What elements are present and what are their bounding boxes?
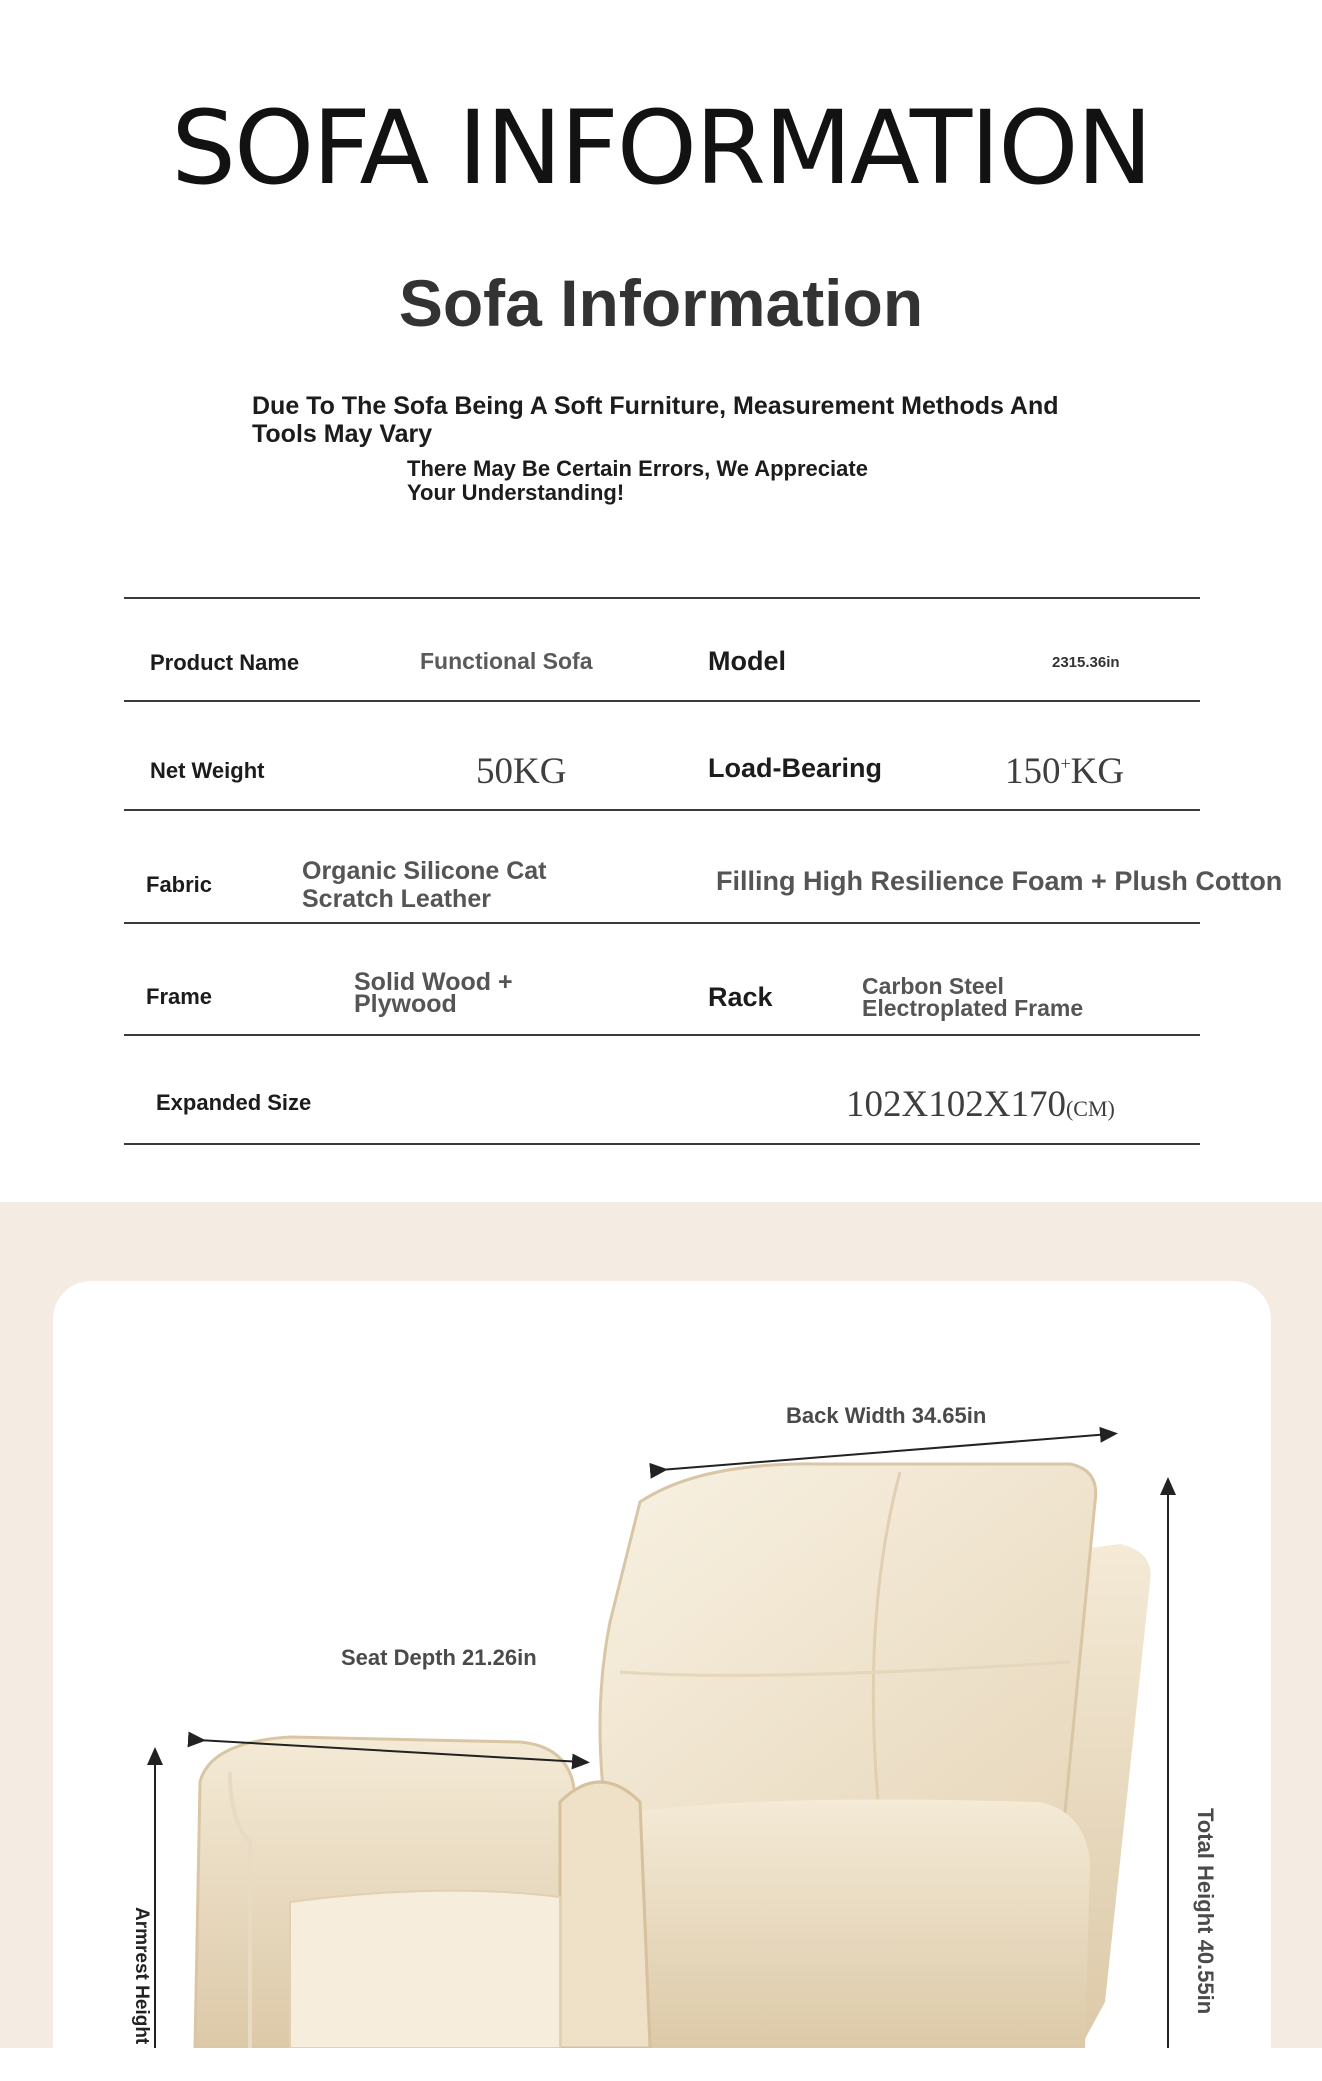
expanded-size-number: 102X102X170 [846, 1084, 1066, 1125]
expanded-size-value [846, 1083, 1115, 1126]
measurement-note-line1: Due To The Sofa Being A Soft Furniture, Measurement Methods And [252, 392, 1059, 420]
filling-value: Filling High Resilience Foam + Plush Cotton [716, 866, 1283, 896]
measurement-note [252, 392, 1102, 448]
fabric-value-line2: Scratch Leather [302, 885, 491, 913]
total-height-label: Total Height 40.55in [1193, 1808, 1218, 2015]
table-rule [124, 700, 1200, 702]
load-bearing-unit: KG [1070, 751, 1125, 792]
page-title: SOFA INFORMATION [171, 89, 1151, 208]
frame-value-line1: Solid Wood + [354, 968, 513, 996]
load-bearing-plus: + [1060, 753, 1071, 774]
table-rule [124, 809, 1200, 811]
rack-value [862, 975, 1083, 1019]
error-note [407, 457, 1007, 505]
sofa-back-cushion [600, 1464, 1096, 1842]
table-rule-bottom [124, 1143, 1200, 1145]
product-name-label: Product Name [150, 650, 300, 675]
load-bearing-label: Load-Bearing [708, 753, 883, 783]
frame-value [354, 968, 513, 1018]
section-title: Sofa Information [398, 266, 924, 340]
error-note-line1: There May Be Certain Errors, We Appreciate [407, 456, 868, 481]
net-weight-label: Net Weight [150, 758, 265, 783]
model-value: 2315.36in [1052, 654, 1120, 671]
load-bearing-number: 150 [1005, 751, 1061, 792]
sofa-front-arm [560, 1782, 650, 2048]
seat-depth-label: Seat Depth 21.26in [341, 1645, 537, 1670]
sofa-footrest [290, 1891, 560, 2048]
table-rule-top [124, 597, 1200, 599]
product-name-value: Functional Sofa [420, 648, 593, 674]
error-note-line2: Your Understanding! [407, 480, 625, 505]
rack-value-line1: Carbon Steel [862, 973, 1004, 999]
measurement-note-line2: Tools May Vary [252, 420, 433, 448]
fabric-label: Fabric [146, 872, 213, 897]
table-rule [124, 1034, 1200, 1036]
back-width-label: Back Width 34.65in [786, 1403, 987, 1428]
fabric-value [302, 857, 547, 913]
fabric-value-line1: Organic Silicone Cat [302, 857, 547, 885]
net-weight-value: 50KG [476, 751, 567, 792]
rack-label: Rack [708, 982, 773, 1012]
frame-label: Frame [146, 984, 213, 1009]
armrest-height-label: Armrest Height [131, 1907, 152, 2045]
model-label: Model [708, 646, 786, 676]
frame-value-line2: Plywood [354, 990, 457, 1018]
table-rule [124, 922, 1200, 924]
expanded-size-label: Expanded Size [156, 1090, 312, 1115]
rack-value-line2: Electroplated Frame [862, 995, 1084, 1021]
sofa-seat [580, 1800, 1090, 2049]
sofa-illustration [0, 1202, 1322, 2048]
expanded-size-unit: (CM) [1065, 1096, 1115, 1121]
load-bearing-value [1005, 750, 1124, 793]
